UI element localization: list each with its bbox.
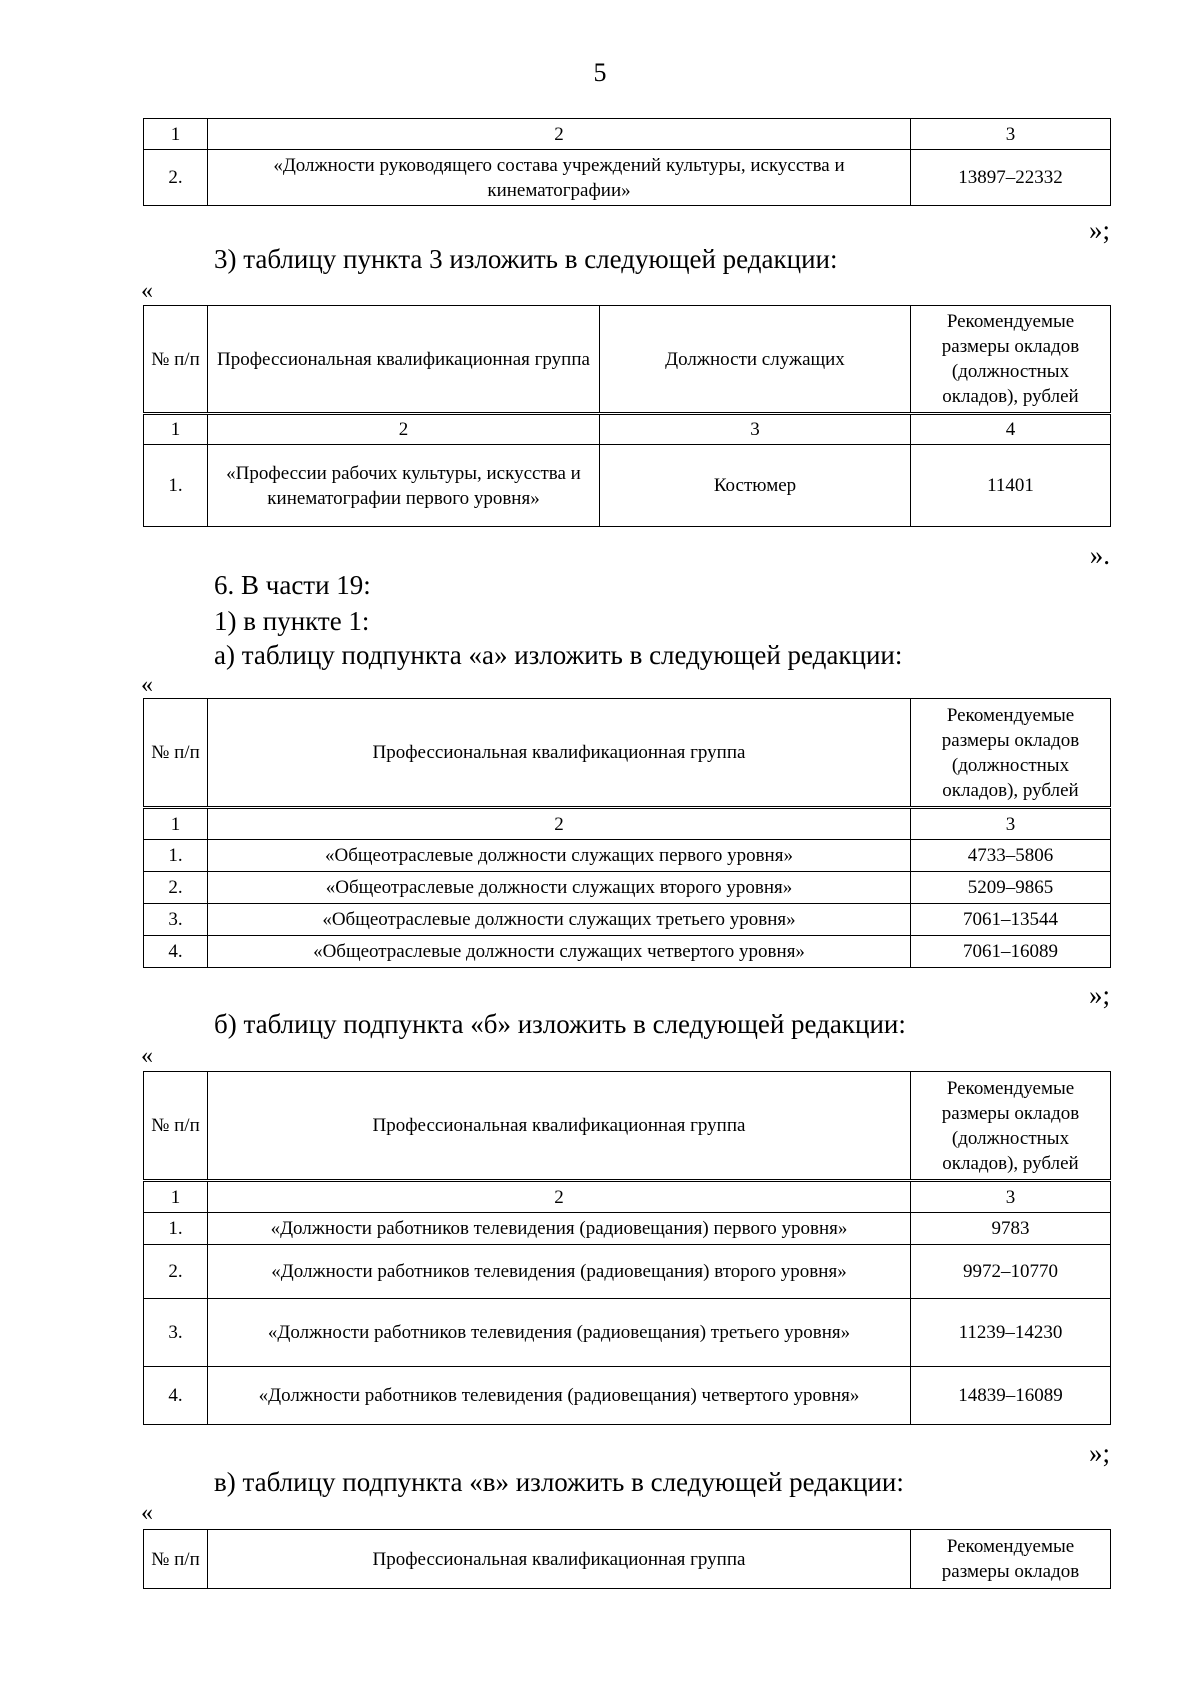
table-header-row — [144, 1072, 1111, 1181]
header-positions: Должности служащих — [600, 306, 911, 414]
header-number: № п/п — [144, 1072, 208, 1181]
table-row — [144, 904, 1111, 936]
col-number: 4 — [911, 414, 1111, 445]
group-name: «Должности работников телевидения (радиовещания) четвертого уровня» — [208, 1367, 911, 1425]
header-group: Профессиональная квалификационная группа — [208, 1072, 911, 1181]
group-name: «Общеотраслевые должности служащих первого уровня» — [208, 840, 911, 872]
salary-range: 11239–14230 — [911, 1299, 1111, 1367]
table-header-row — [144, 1530, 1111, 1589]
header-salary: Рекомендуемые размеры окладов (должностных окладов), рублей — [911, 699, 1111, 808]
row-index: 1. — [144, 840, 208, 872]
col-number: 3 — [911, 1181, 1111, 1213]
group-name: «Должности работников телевидения (радиовещания) третьего уровня» — [208, 1299, 911, 1367]
table-row — [144, 445, 1111, 527]
paragraph-subitem-v: в) таблицу подпункта «в» изложить в следующей редакции: — [214, 1467, 904, 1497]
header-group: Профессиональная квалификационная группа — [208, 1530, 911, 1589]
row-index: 1. — [144, 1213, 208, 1245]
row-index: 4. — [144, 936, 208, 968]
table-numbering-row — [144, 414, 1111, 445]
table-header-row — [144, 306, 1111, 414]
closing-quote: »; — [1088, 215, 1110, 245]
table-row — [144, 1367, 1111, 1425]
table-row — [144, 872, 1111, 904]
group-name: «Должности работников телевидения (радиовещания) второго уровня» — [208, 1245, 911, 1299]
header-group: Профессиональная квалификационная группа — [208, 699, 911, 808]
row-index: 3. — [144, 1299, 208, 1367]
salary-range: 9783 — [911, 1213, 1111, 1245]
col-number: 2 — [208, 119, 911, 150]
header-number: № п/п — [144, 1530, 208, 1589]
table-subitem-a — [143, 698, 1111, 968]
salary-range: 13897–22332 — [911, 150, 1111, 206]
header-salary: Рекомендуемые размеры окладов (должностных окладов), рублей — [911, 306, 1111, 414]
row-index: 1. — [144, 445, 208, 527]
closing-quote: »; — [1088, 1438, 1110, 1468]
table-row — [144, 840, 1111, 872]
group-name: «Общеотраслевые должности служащих третьего уровня» — [208, 904, 911, 936]
header-group: Профессиональная квалификационная группа — [208, 306, 600, 414]
row-index: 2. — [144, 872, 208, 904]
table-row — [144, 1245, 1111, 1299]
table-row — [144, 1213, 1111, 1245]
row-index: 2. — [144, 150, 208, 206]
salary-range: 9972–10770 — [911, 1245, 1111, 1299]
col-number: 3 — [600, 414, 911, 445]
col-number: 2 — [208, 1181, 911, 1213]
header-salary: Рекомендуемые размеры окладов — [911, 1530, 1111, 1589]
col-number: 2 — [208, 414, 600, 445]
paragraph-subitem-b: б) таблицу подпункта «б» изложить в следующей редакции: — [214, 1009, 906, 1039]
table-row — [144, 150, 1111, 206]
paragraph-item-3: 3) таблицу пункта 3 изложить в следующей редакции: — [214, 244, 838, 274]
col-number: 3 — [911, 808, 1111, 840]
salary-range: 4733–5806 — [911, 840, 1111, 872]
row-index: 4. — [144, 1367, 208, 1425]
page-number: 5 — [593, 58, 607, 87]
opening-quote: « — [141, 278, 153, 304]
group-name: «Должности работников телевидения (радиовещания) первого уровня» — [208, 1213, 911, 1245]
table-header-row — [144, 699, 1111, 808]
header-salary: Рекомендуемые размеры окладов (должностных окладов), рублей — [911, 1072, 1111, 1181]
table-numbering-row — [144, 808, 1111, 840]
opening-quote: « — [141, 672, 153, 698]
group-name: «Общеотраслевые должности служащих четвертого уровня» — [208, 936, 911, 968]
group-name: «Должности руководящего состава учреждений культуры, искусства и кинематографии» — [208, 150, 911, 206]
table-item-3 — [143, 305, 1111, 527]
header-number: № п/п — [144, 699, 208, 808]
col-number: 3 — [911, 119, 1111, 150]
paragraph-part-6: 6. В части 19: — [214, 570, 371, 600]
group-name: «Профессии рабочих культуры, искусства и кинематографии первого уровня» — [208, 445, 600, 527]
table-subitem-v — [143, 1529, 1111, 1589]
salary-range: 7061–16089 — [911, 936, 1111, 968]
closing-quote: ». — [1089, 540, 1110, 570]
col-number: 2 — [208, 808, 911, 840]
salary-range: 14839–16089 — [911, 1367, 1111, 1425]
table-row — [144, 936, 1111, 968]
table-continuation — [143, 118, 1111, 206]
col-number: 1 — [144, 414, 208, 445]
opening-quote: « — [141, 1043, 153, 1069]
col-number: 1 — [144, 808, 208, 840]
table-numbering-row — [144, 1181, 1111, 1213]
table-row — [144, 1299, 1111, 1367]
table-header-row — [144, 119, 1111, 150]
salary-range: 5209–9865 — [911, 872, 1111, 904]
salary-range: 7061–13544 — [911, 904, 1111, 936]
paragraph-point-1: 1) в пункте 1: — [214, 606, 370, 636]
header-number: № п/п — [144, 306, 208, 414]
closing-quote: »; — [1088, 980, 1110, 1010]
row-index: 3. — [144, 904, 208, 936]
position-name: Костюмер — [600, 445, 911, 527]
col-number: 1 — [144, 1181, 208, 1213]
paragraph-subitem-a: а) таблицу подпункта «а» изложить в следующей редакции: — [214, 640, 903, 670]
row-index: 2. — [144, 1245, 208, 1299]
group-name: «Общеотраслевые должности служащих второго уровня» — [208, 872, 911, 904]
col-number: 1 — [144, 119, 208, 150]
opening-quote: « — [141, 1500, 153, 1526]
salary-range: 11401 — [911, 445, 1111, 527]
table-subitem-b — [143, 1071, 1111, 1425]
